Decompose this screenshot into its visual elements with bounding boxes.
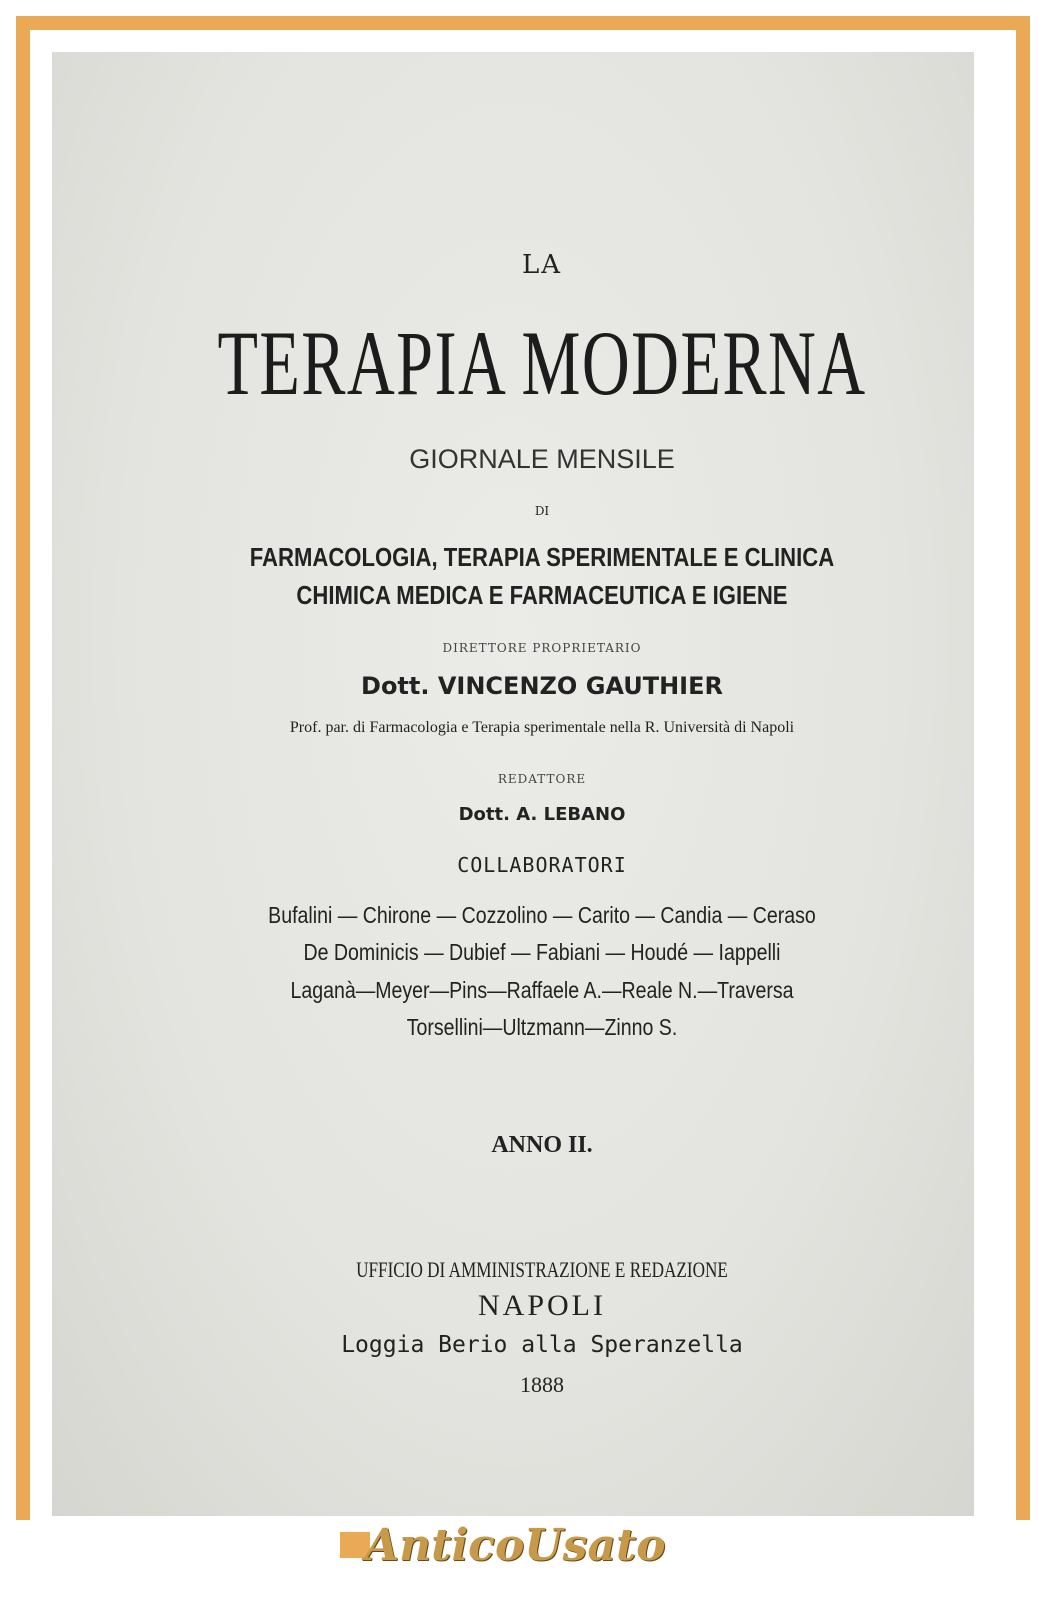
director-name: Dott. VINCENZO GAUTHIER xyxy=(361,672,723,700)
anticousato-logo: AnticoUsato xyxy=(365,1520,666,1571)
fields-line-2: CHIMICA MEDICA E FARMACEUTICA E IGIENE xyxy=(296,580,788,610)
journal-title: TERAPIA MODERNA xyxy=(217,312,867,414)
address: Loggia Berio alla Speranzella xyxy=(341,1332,743,1358)
title-page-photo xyxy=(52,52,974,1516)
city: NAPOLI xyxy=(478,1289,606,1322)
collaborators-line: Torsellini—Ultzmann—Zinno S. xyxy=(406,1014,678,1040)
collaborators-line: Laganà—Meyer—Pins—Raffaele A.—Reale N.—Traversa xyxy=(290,977,794,1003)
collaborators-line: Bufalini — Chirone — Cozzolino — Carito — Candia — Ceraso xyxy=(268,902,816,928)
director-label: DIRETTORE PROPRIETARIO xyxy=(442,641,642,655)
volume-year: ANNO II. xyxy=(491,1132,593,1158)
publication-year: 1888 xyxy=(520,1372,564,1397)
office-label: UFFICIO DI AMMINISTRAZIONE E REDAZIONE xyxy=(356,1257,728,1282)
journal-subtitle: GIORNALE MENSILE xyxy=(409,444,675,474)
editor-name: Dott. A. LEBANO xyxy=(458,804,626,825)
director-title: Prof. par. di Farmacologia e Terapia sperimentale nella R. Università di Napoli xyxy=(289,719,795,736)
collaborators-line: De Dominicis — Dubief — Fabiani — Houdé — Iappelli xyxy=(303,939,781,965)
preposition: DI xyxy=(534,504,550,518)
fields-line-1: FARMACOLOGIA, TERAPIA SPERIMENTALE E CLINICA xyxy=(249,542,835,572)
editor-label: REDATTORE xyxy=(497,772,587,786)
title-article: LA xyxy=(521,250,563,280)
collaborators-label: COLLABORATORI xyxy=(457,853,627,877)
